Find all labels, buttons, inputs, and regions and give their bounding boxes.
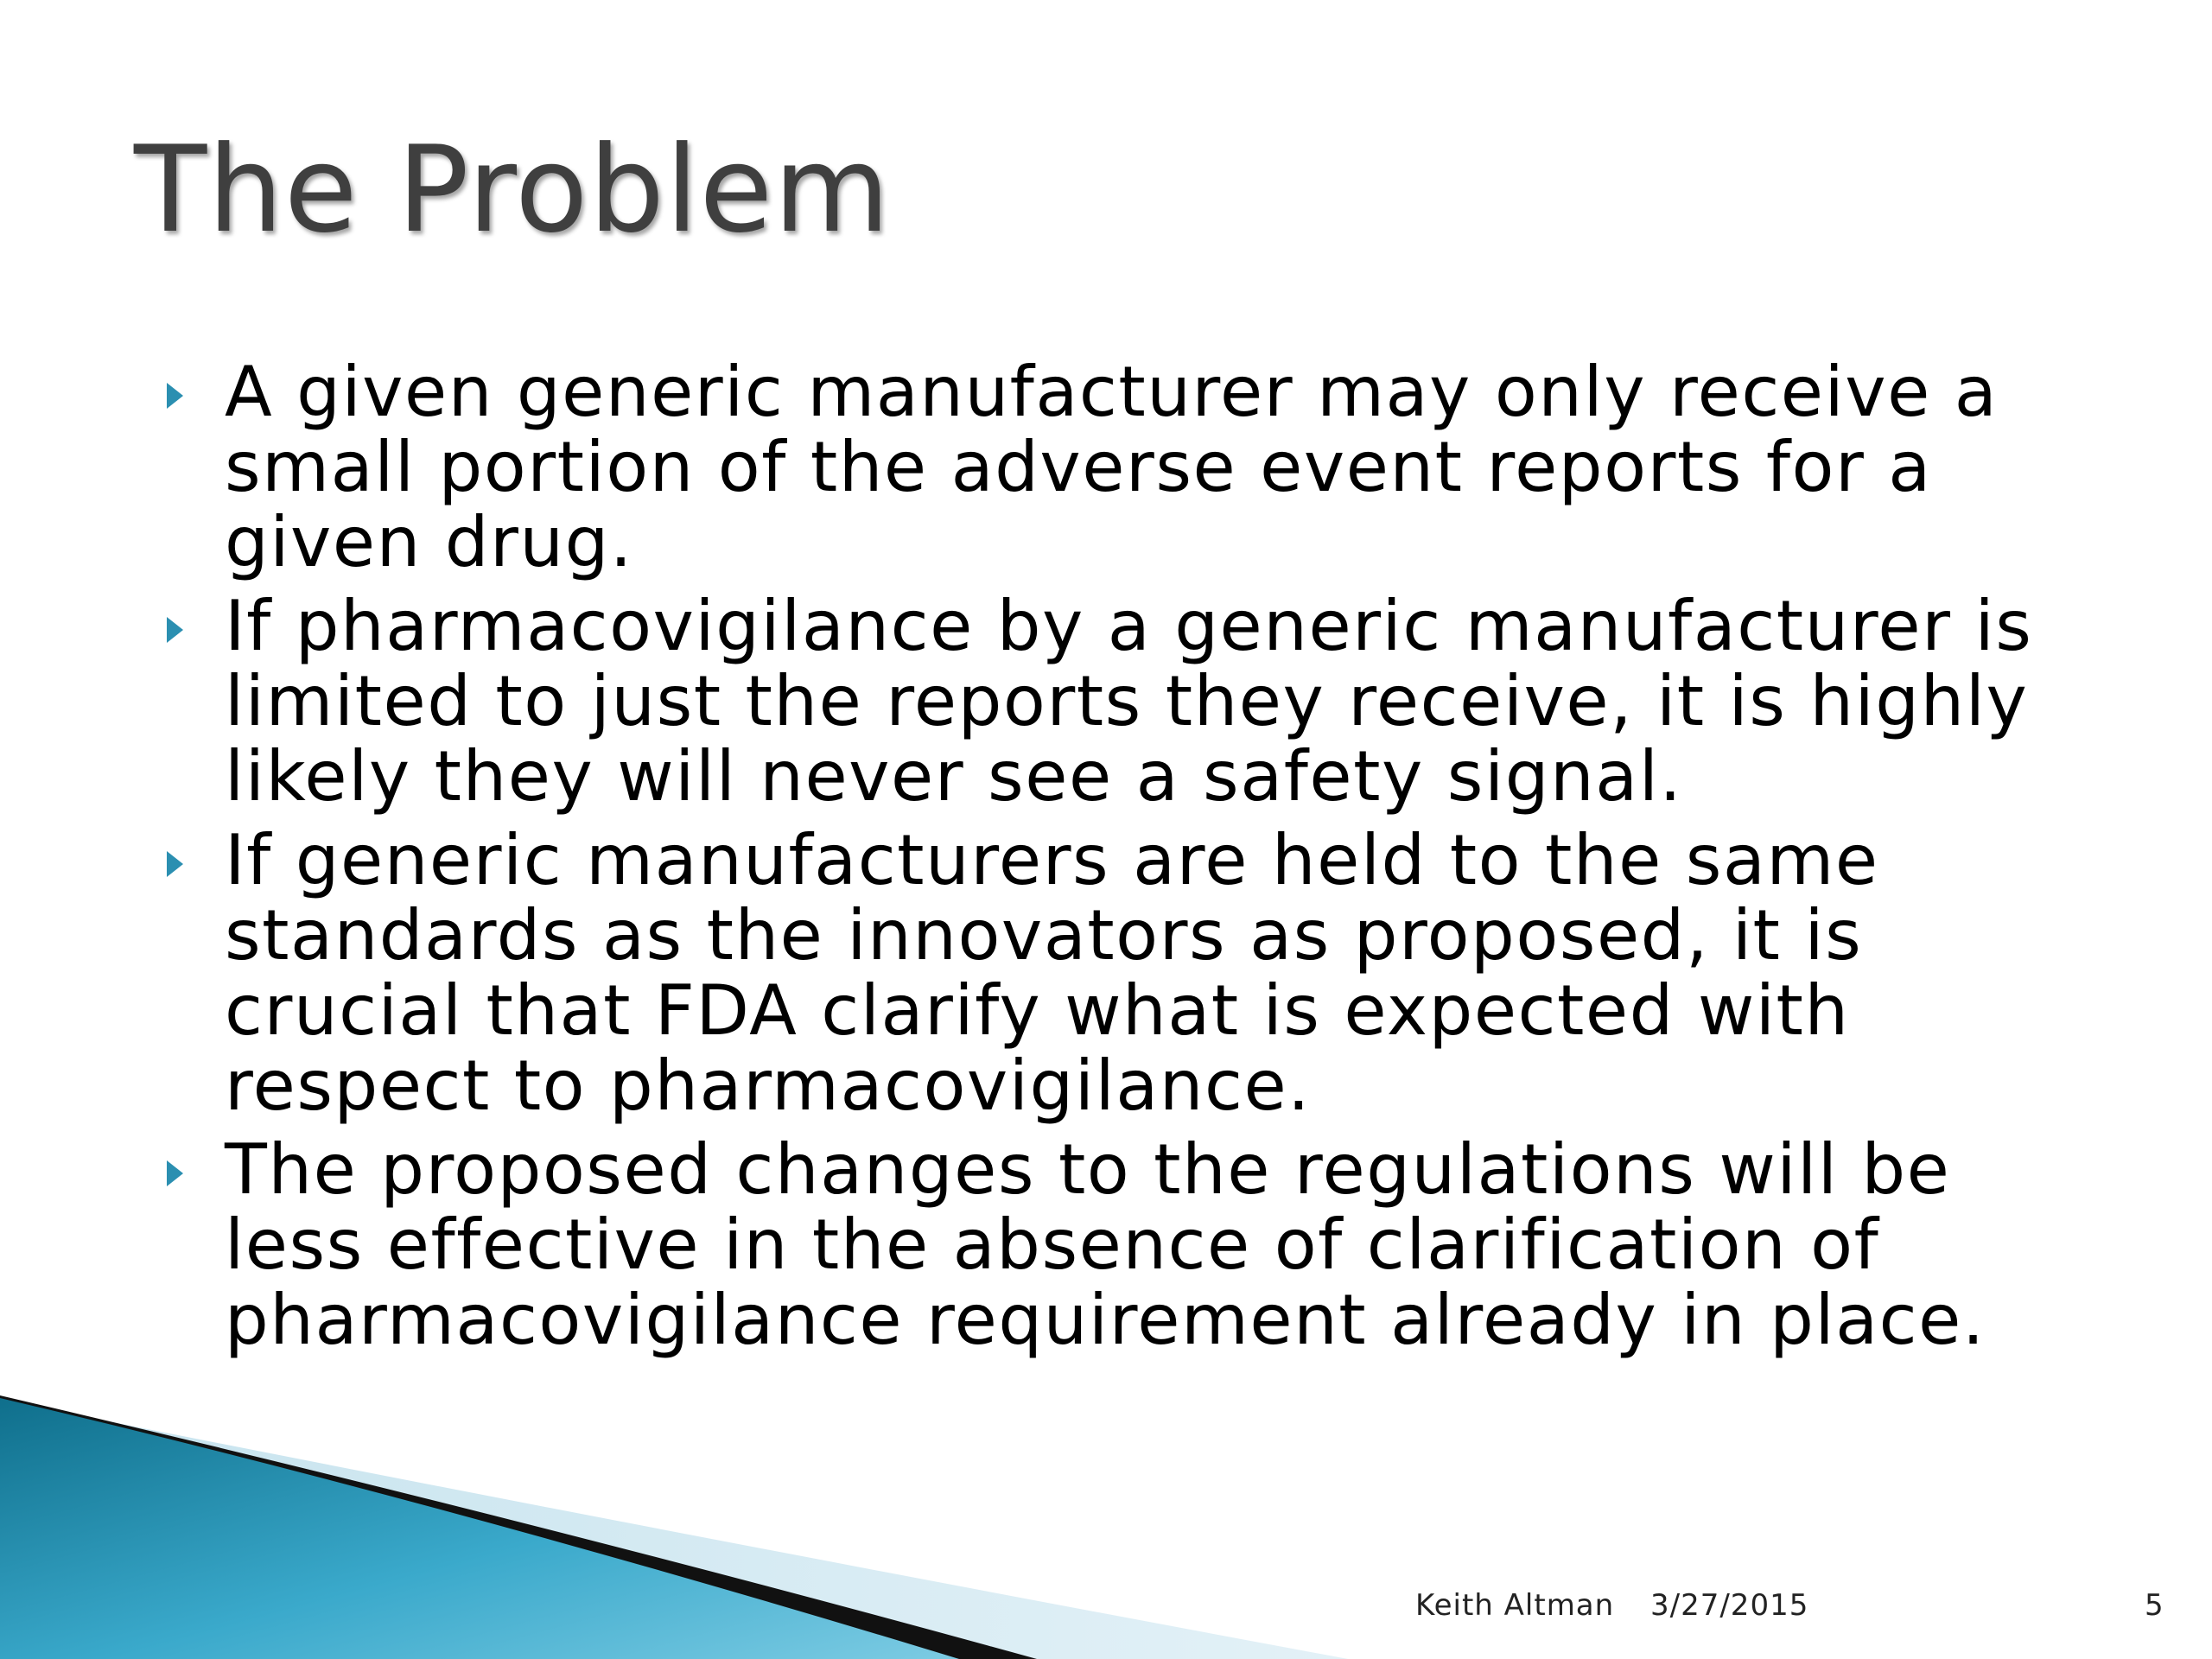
bullet-text: A given generic manufacturer may only receive a small portion of the adverse event reports for a given drug. — [225, 352, 1999, 582]
triangle-right-icon — [167, 617, 183, 643]
bullet-item — [151, 586, 2078, 817]
bullet-text: If generic manufacturers are held to the same standards as the innovators as proposed, it is crucial that FDA clarify what is expected with respect to pharmacovigilance. — [225, 820, 1879, 1126]
bullet-item — [151, 354, 2078, 580]
bullet-text: If pharmacovigilance by a generic manufacturer is limited to just the reports they receive, it is highly likely they will never see a safety signal. — [225, 586, 2033, 817]
triangle-right-icon — [167, 1160, 183, 1186]
footer-date: 3/27/2015 — [1650, 1588, 1809, 1623]
slide-number: 5 — [2145, 1588, 2164, 1623]
bullet-text: The proposed changes to the regulations will be less effective in the absence of clarification of pharmacovigilance requirement already in place. — [225, 1129, 1986, 1360]
teal-swoosh — [0, 1398, 959, 1659]
slide-title: The Problem — [134, 120, 891, 259]
triangle-right-icon — [167, 851, 183, 877]
bullet-item — [151, 1129, 2078, 1360]
bullet-list — [151, 354, 2078, 1366]
triangle-right-icon — [167, 383, 183, 409]
footer-author: Keith Altman — [1415, 1588, 1615, 1623]
bullet-item — [151, 820, 2078, 1126]
